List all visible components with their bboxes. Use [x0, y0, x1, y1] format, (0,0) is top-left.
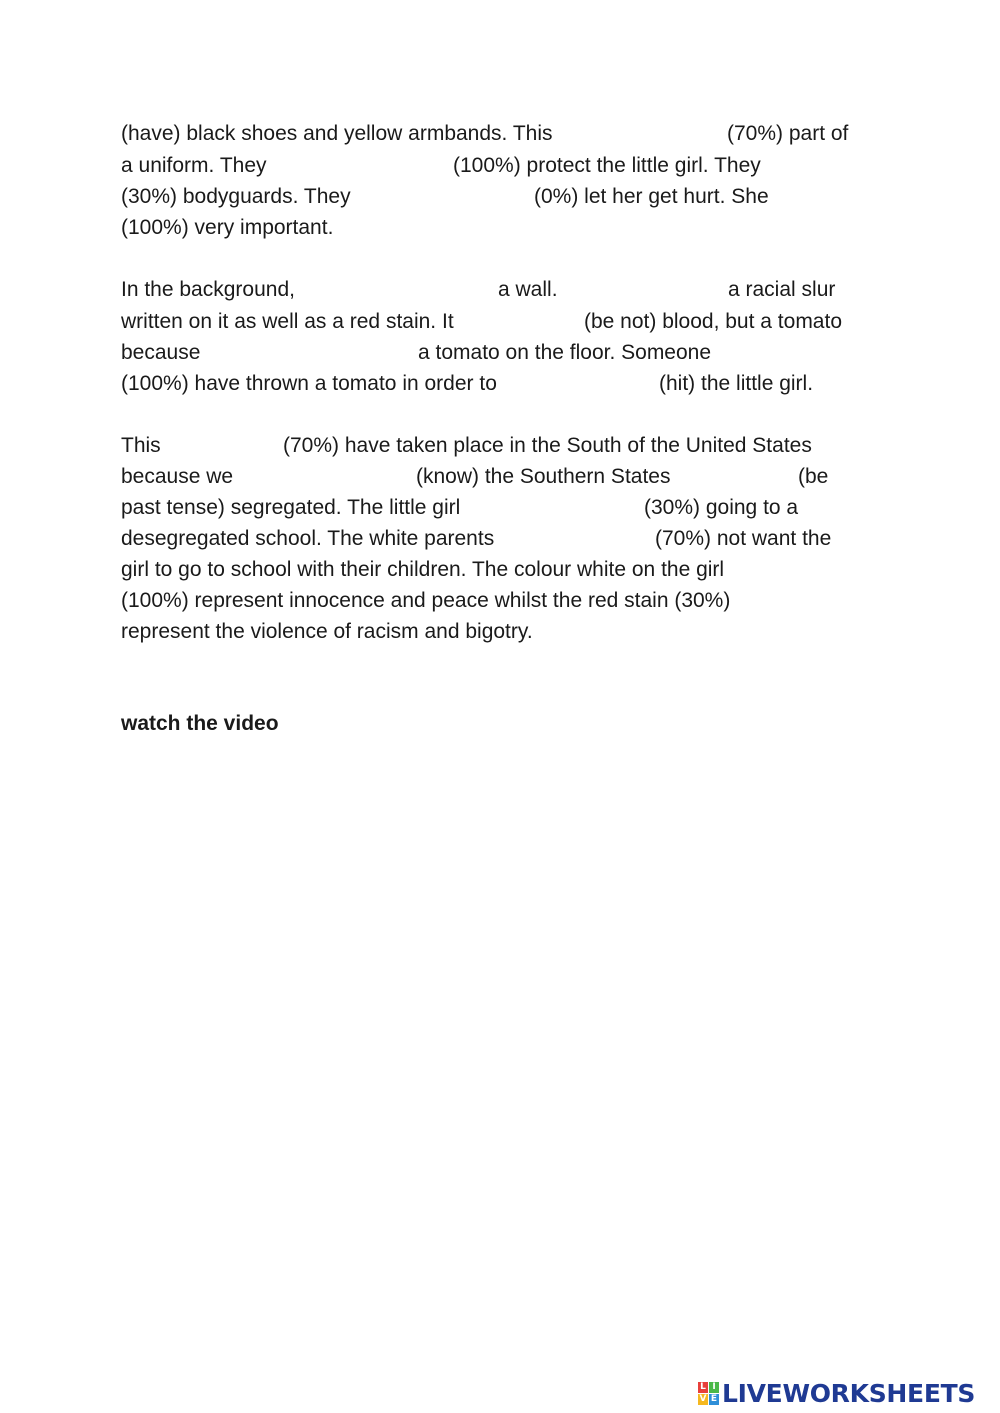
text-segment: (100%) have thrown a tomato in order to	[121, 372, 497, 395]
text-segment: (70%) part of	[727, 122, 849, 145]
liveworksheets-logo-icon	[698, 1382, 720, 1406]
text-segment: (be not) blood, but a tomato	[584, 310, 842, 333]
liveworksheets-logo	[698, 1378, 998, 1410]
text-segment: (0%) let her get hurt. She	[534, 185, 769, 208]
text-segment: a uniform. They	[121, 154, 267, 177]
text-segment: girl to go to school with their children. The colour white on the girl	[121, 558, 725, 581]
liveworksheets-logo-text: LIVEWORKSHEETS	[722, 1379, 976, 1408]
text-segment: In the background,	[121, 278, 295, 301]
text-segment: (30%) going to a	[644, 496, 799, 519]
text-segment: (100%) very important.	[121, 216, 334, 239]
watch-video-heading: watch the video	[121, 712, 279, 735]
text-segment: because we	[121, 465, 234, 488]
text-segment: (have) black shoes and yellow armbands. This	[121, 122, 553, 145]
text-segment: because	[121, 341, 201, 364]
text-segment: a wall.	[498, 278, 558, 301]
text-segment: (70%) not want the	[655, 527, 832, 550]
logo-letter-tile: L	[698, 1382, 708, 1393]
text-segment: a tomato on the floor. Someone	[418, 341, 712, 364]
text-segment: represent the violence of racism and bigotry.	[121, 620, 533, 643]
text-segment: (70%) have taken place in the South of the United States	[283, 434, 812, 457]
text-segment: This	[121, 434, 161, 457]
text-segment: (hit) the little girl.	[659, 372, 814, 395]
text-segment: (be	[798, 465, 829, 488]
logo-letter-tile: E	[710, 1394, 718, 1404]
text-segment: (30%) bodyguards. They	[121, 185, 351, 208]
text-segment: desegregated school. The white parents	[121, 527, 495, 550]
logo-letter-tile: I	[709, 1382, 719, 1393]
text-segment: a racial slur	[728, 278, 836, 301]
text-segment: (100%) protect the little girl. They	[453, 154, 761, 177]
text-segment: (100%) represent innocence and peace whilst the red stain (30%)	[121, 589, 731, 612]
text-segment: past tense) segregated. The little girl	[121, 496, 461, 519]
logo-letter-tile: V	[699, 1394, 707, 1404]
text-segment: (know) the Southern States	[416, 465, 671, 488]
text-segment: written on it as well as a red stain. It	[121, 310, 454, 333]
